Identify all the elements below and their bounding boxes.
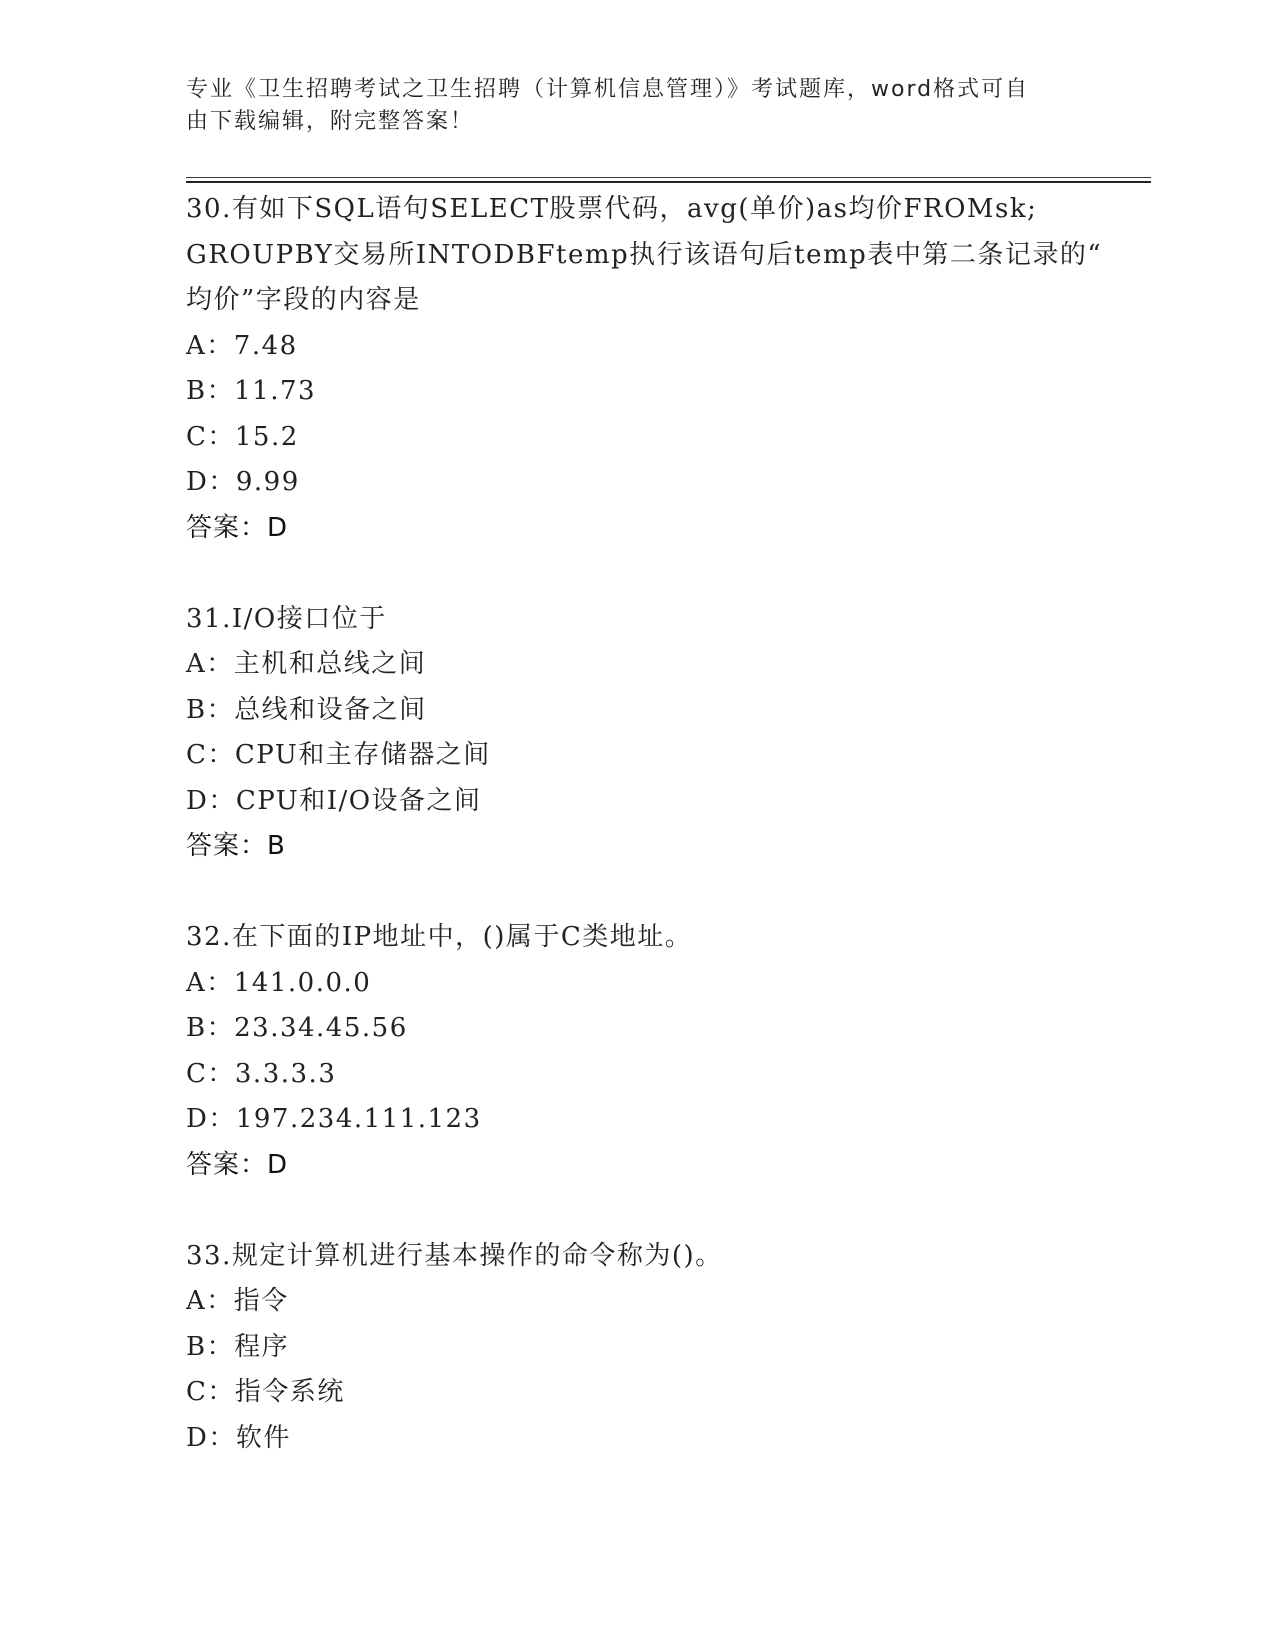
answer: 答案：D	[186, 512, 289, 543]
question-33	[186, 1234, 1086, 1462]
answer: 答案：B	[186, 831, 286, 861]
option-b: B：11.73	[186, 376, 317, 406]
header-rule-thick	[186, 181, 1151, 183]
question-list	[186, 187, 1103, 1461]
question-30	[186, 187, 1103, 551]
option-c: C：15.2	[186, 421, 299, 452]
header-line-1: 专业《卫生招聘考试之卫生招聘（计算机信息管理）》考试题库，word格式可自	[186, 77, 1030, 102]
option-a: A：主机和总线之间	[186, 649, 427, 679]
option-b: B：23.34.45.56	[186, 1013, 408, 1043]
question-stem: 33.规定计算机进行基本操作的命令称为()。	[186, 1240, 723, 1271]
document-header	[186, 74, 1066, 138]
question-stem: 31.I/O接口位于	[186, 603, 387, 634]
option-d: D：软件	[186, 1422, 291, 1453]
option-c: C：指令系统	[186, 1377, 345, 1407]
spacer	[186, 1188, 1086, 1234]
answer: 答案：D	[186, 1149, 289, 1180]
option-d: D：197.234.111.123	[186, 1104, 482, 1134]
option-a: A：141.0.0.0	[186, 967, 372, 998]
option-d: D：9.99	[186, 467, 300, 497]
option-c: C：3.3.3.3	[186, 1058, 337, 1089]
option-d: D：CPU和I/O设备之间	[186, 785, 482, 816]
question-stem: 30.有如下SQL语句SELECT股票代码，avg(单价)as均价FROMsk;	[186, 194, 1038, 224]
header-rule-thin	[186, 177, 1151, 178]
option-a: A：7.48	[186, 330, 298, 361]
option-c: C：CPU和主存储器之间	[186, 740, 491, 770]
question-stem: 32.在下面的IP地址中，()属于C类地址。	[186, 922, 693, 952]
question-stem: 均价”字段的内容是	[186, 285, 421, 315]
question-32	[186, 915, 1086, 1188]
option-b: B：程序	[186, 1331, 290, 1362]
spacer	[186, 551, 1086, 597]
header-line-2: 由下载编辑，附完整答案！	[186, 109, 475, 134]
option-a: A：指令	[186, 1286, 289, 1316]
question-stem: GROUPBY交易所INTODBFtemp执行该语句后temp表中第二条记录的“	[186, 239, 1103, 270]
question-31	[186, 597, 1086, 870]
spacer	[186, 870, 1086, 916]
option-b: B：总线和设备之间	[186, 694, 427, 725]
